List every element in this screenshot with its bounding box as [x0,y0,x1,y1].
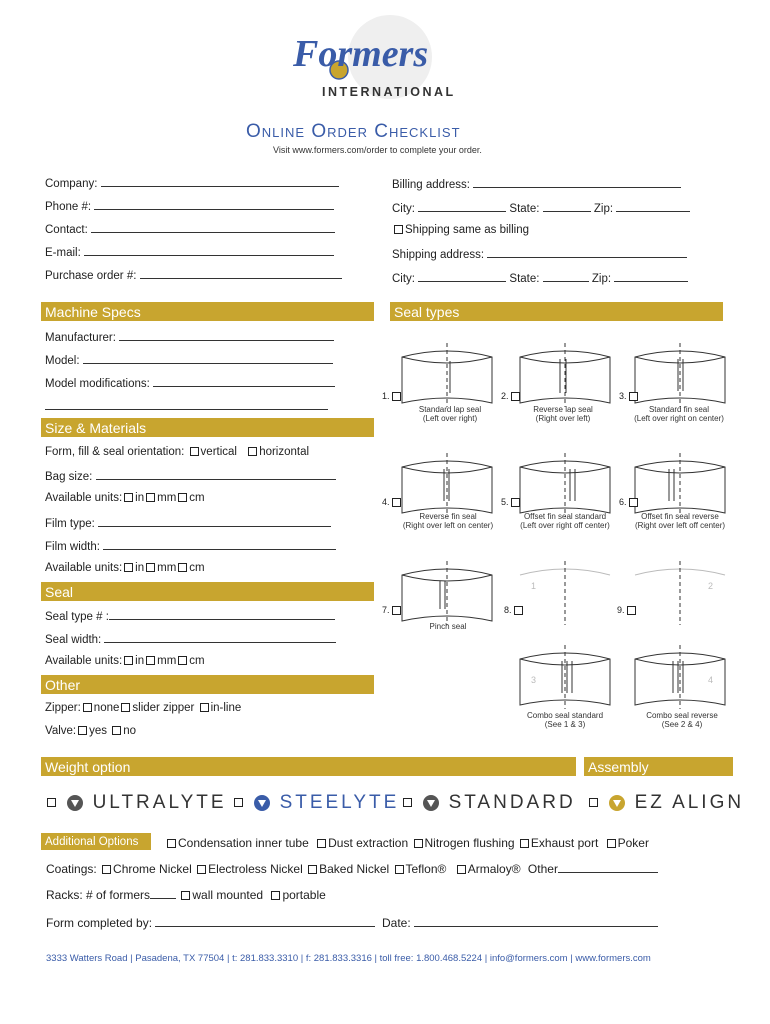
armaloy-label: Armaloy® [467,862,521,876]
seal-type-label: Seal type # : [45,611,109,623]
standard-icon [422,794,440,812]
diagram-number: 4 [708,675,714,685]
ez-align-label: EZ ALIGN [634,792,745,813]
billing-field[interactable] [392,177,681,191]
zipper-field[interactable] [45,702,241,714]
steelyte-label: STEELYTE [279,792,400,813]
condensation-checkbox[interactable] [167,839,176,848]
seal-4-option[interactable] [382,497,403,507]
cm-checkbox[interactable] [178,563,187,572]
seal-8-caption: Pinch seal [429,622,467,631]
cm-checkbox[interactable] [178,656,187,665]
seal-width-field[interactable] [45,632,336,646]
seal-5-caption: Offset fin seal standard (Left over right off center) [520,512,610,530]
seal-number: 5. [501,497,509,507]
size-materials-header: Size & Materials [41,418,374,437]
coatings-row[interactable] [46,862,658,876]
zip-label: Zip: [591,273,612,285]
condensation-label: Condensation inner tube [178,836,309,850]
valve-label: Valve: [45,725,77,737]
seal-8-diagram [520,561,610,625]
exhaust-checkbox[interactable] [520,839,529,848]
inline-zipper-label: in-line [210,702,242,714]
diagram-number: 2 [708,581,714,591]
model-label: Model: [45,355,80,367]
seal-5-option[interactable] [501,497,522,507]
teflon-label: Teflon® [405,862,447,876]
orientation-field[interactable] [45,446,309,458]
seal-4-diagram [402,453,492,517]
logo-subtitle: INTERNATIONAL [322,85,456,99]
seal-6-caption: Offset fin seal reverse (Right over left off center) [634,512,726,530]
horizontal-label: horizontal [259,446,310,458]
standard-checkbox[interactable] [403,798,412,807]
steelyte-checkbox[interactable] [234,798,243,807]
slider-zipper-checkbox[interactable] [121,703,130,712]
slider-zipper-label: slider zipper [132,702,195,714]
seal-number: 3. [619,391,627,401]
combo-reverse-caption: Combo seal reverse (See 2 & 4) [646,711,718,729]
vertical-checkbox[interactable] [190,447,199,456]
seal-number: 1. [382,391,390,401]
completed-by-field[interactable] [46,916,375,930]
seal-2-checkbox[interactable] [511,392,520,401]
shipping-field[interactable] [392,247,687,261]
city-label: City: [392,203,415,215]
zip-label: Zip: [593,203,614,215]
email-label: E-mail: [45,247,81,259]
other-header: Other [41,675,374,694]
seal-9-option[interactable] [617,605,638,615]
electroless-nickel-label: Electroless Nickel [208,862,303,876]
state-label: State: [509,273,540,285]
units-label: Available units: [45,655,123,667]
company-label: Company: [45,178,98,190]
valve-field[interactable] [45,725,136,737]
nitrogen-checkbox[interactable] [414,839,423,848]
po-label: Purchase order #: [45,270,137,282]
standard-option[interactable] [401,792,576,814]
chrome-nickel-label: Chrome Nickel [113,862,192,876]
teflon-checkbox[interactable] [395,865,404,874]
cm-label: cm [189,655,205,667]
poker-label: Poker [617,836,649,850]
mm-checkbox[interactable] [146,563,155,572]
bag-size-field[interactable] [45,469,336,483]
ship-same-label: Shipping same as billing [405,224,530,236]
seal-6-checkbox[interactable] [629,498,638,507]
seal-5-checkbox[interactable] [511,498,520,507]
company-field[interactable] [45,176,339,190]
ship-same-checkbox[interactable] [394,225,403,234]
seal-type-field[interactable] [45,609,335,623]
modifications-field[interactable] [45,376,335,390]
weight-option-header: Weight option [41,757,576,776]
po-field[interactable] [45,268,342,282]
page-title: Online Order Checklist [246,121,461,142]
additional-options-row[interactable] [165,836,649,850]
film-width-label: Film width: [45,541,100,553]
film-width-field[interactable] [45,539,336,553]
in-label: in [135,562,145,574]
units-row-2[interactable] [45,562,205,574]
shipping-label: Shipping address: [392,249,485,261]
seal-number: 2. [501,391,509,401]
completed-by-label: Form completed by: [46,916,153,930]
in-label: in [135,655,145,667]
portable-checkbox[interactable] [271,891,280,900]
orientation-label: Form, fill & seal orientation: [45,446,185,458]
seal-4-caption: Reverse fin seal (Right over left on center) [402,512,494,530]
units-label: Available units: [45,492,123,504]
date-label: Date: [382,916,411,930]
diagram-number: 3 [531,675,537,685]
ultralyte-option[interactable] [45,792,227,814]
assembly-header: Assembly [584,757,733,776]
seal-number: 7. [382,605,390,615]
ez-align-option[interactable] [587,792,744,814]
seal-number: 4. [382,497,390,507]
in-checkbox[interactable] [124,563,133,572]
bag-size-label: Bag size: [45,471,93,483]
seal-1-option[interactable] [382,391,403,401]
coatings-other-label: Other [527,862,558,876]
seal-7-option[interactable] [382,605,403,615]
phone-label: Phone #: [45,201,92,213]
seal-3-checkbox[interactable] [629,392,638,401]
state-label: State: [509,203,540,215]
zipper-none-label: none [93,702,120,714]
dust-extraction-checkbox[interactable] [317,839,326,848]
seal-9-checkbox[interactable] [627,606,636,615]
in-label: in [135,492,145,504]
film-type-field[interactable] [45,516,331,530]
seal-8-checkbox[interactable] [514,606,523,615]
portable-label: portable [282,888,326,902]
seal-types-header: Seal types [390,302,723,321]
dust-extraction-label: Dust extraction [328,836,409,850]
film-type-label: Film type: [45,518,95,530]
zipper-label: Zipper: [45,702,81,714]
seal-1-checkbox[interactable] [392,392,401,401]
mm-label: mm [157,562,177,574]
mm-label: mm [157,492,177,504]
seal-number: 6. [619,497,627,507]
seal-header: Seal [41,582,374,601]
seal-6-diagram [635,453,725,517]
baked-nickel-checkbox[interactable] [308,865,317,874]
wall-mounted-label: wall mounted [192,888,264,902]
manufacturer-label: Manufacturer: [45,332,116,344]
ultralyte-icon [66,794,84,812]
combo-standard-caption: Combo seal standard (See 1 & 3) [526,711,604,729]
seal-number: 9. [617,605,625,615]
racks-row[interactable] [46,888,326,902]
standard-label: STANDARD [448,792,576,813]
steelyte-option[interactable] [232,792,399,814]
billing-city-row[interactable] [392,201,690,215]
ultralyte-checkbox[interactable] [47,798,56,807]
machine-specs-header: Machine Specs [41,302,374,321]
valve-yes-label: yes [89,725,108,737]
seal-1-diagram [402,343,492,407]
cm-label: cm [189,562,205,574]
date-field[interactable] [382,916,658,930]
units-label: Available units: [45,562,123,574]
seal-8-option[interactable] [504,605,525,615]
ez-align-icon [608,794,626,812]
vertical-label: vertical [200,446,237,458]
seal-6-option[interactable] [619,497,640,507]
zipper-none-checkbox[interactable] [83,703,92,712]
mm-label: mm [157,655,177,667]
inline-zipper-checkbox[interactable] [200,703,209,712]
horizontal-checkbox[interactable] [248,447,257,456]
valve-no-checkbox[interactable] [112,726,121,735]
additional-options-header: Additional Options [41,833,151,850]
footer-contact: 3333 Watters Road | Pasadena, TX 77504 | t: 281.833.3310 | f: 281.833.3316 | toll free: 1.800.468.5224 | info@formers.com | www.formers.com [46,953,651,964]
seal-number: 8. [504,605,512,615]
billing-label: Billing address: [392,179,470,191]
cm-checkbox[interactable] [178,493,187,502]
ez-align-checkbox[interactable] [589,798,598,807]
ship-same-option[interactable] [392,224,529,236]
seal-7-diagram [402,561,492,625]
valve-no-label: no [123,725,137,737]
city-label: City: [392,273,415,285]
seal-3-caption: Standard fin seal (Left over right on center) [634,405,724,423]
modifications-label: Model modifications: [45,378,150,390]
seal-3-option[interactable] [619,391,640,401]
seal-4-checkbox[interactable] [392,498,401,507]
seal-7-checkbox[interactable] [392,606,401,615]
seal-diagrams [380,335,740,735]
baked-nickel-label: Baked Nickel [319,862,390,876]
phone-field[interactable] [45,199,334,213]
manufacturer-field[interactable] [45,330,334,344]
seal-5-diagram [520,453,610,517]
valve-yes-checkbox[interactable] [78,726,87,735]
modifications-extra-line[interactable] [45,399,328,413]
shipping-city-row[interactable] [392,271,688,285]
racks-label: Racks: # of formers [46,888,151,902]
seal-3-diagram [635,343,725,407]
seal-1-caption: Standard lap seal (Left over right) [418,405,482,423]
coatings-label: Coatings: [46,862,97,876]
armaloy-checkbox[interactable] [457,865,466,874]
mm-checkbox[interactable] [146,656,155,665]
page-subtitle: Visit www.formers.com/order to complete your order. [273,145,482,155]
wall-mounted-checkbox[interactable] [181,891,190,900]
contact-label: Contact: [45,224,88,236]
seal-width-label: Seal width: [45,634,102,646]
seal-9-diagram [635,561,725,625]
units-row-1[interactable] [45,492,205,504]
in-checkbox[interactable] [124,493,133,502]
electroless-nickel-checkbox[interactable] [197,865,206,874]
chrome-nickel-checkbox[interactable] [102,865,111,874]
seal-2-caption: Reverse lap seal (Right over left) [533,405,593,423]
nitrogen-label: Nitrogen flushing [424,836,515,850]
diagram-number: 1 [531,581,537,591]
exhaust-label: Exhaust port [530,836,599,850]
mm-checkbox[interactable] [146,493,155,502]
steelyte-icon [253,794,271,812]
seal-2-diagram [520,343,610,407]
email-field[interactable] [45,245,334,259]
seal-2-option[interactable] [501,391,522,401]
logo-wordmark: Formers [293,33,429,75]
contact-field[interactable] [45,222,335,236]
units-row-3[interactable] [45,655,205,667]
ultralyte-label: ULTRALYTE [92,792,227,813]
model-field[interactable] [45,353,333,367]
cm-label: cm [189,492,205,504]
poker-checkbox[interactable] [607,839,616,848]
in-checkbox[interactable] [124,656,133,665]
